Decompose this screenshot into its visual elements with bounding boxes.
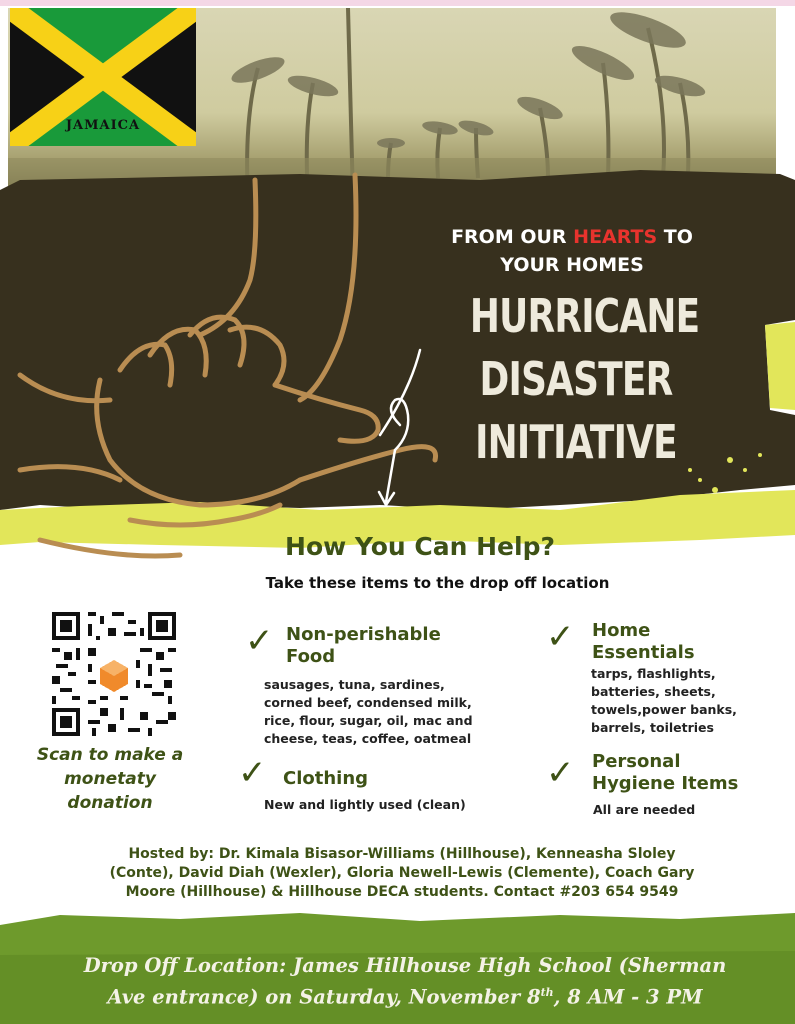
category-hygiene-title: [592, 751, 738, 795]
check-icon: ✓: [245, 621, 274, 661]
tagline: [412, 223, 732, 279]
title-line1: HURRICANE: [469, 289, 700, 343]
category-food-title-line2: Food: [286, 646, 336, 667]
category-home-title-line2: Essentials: [592, 642, 695, 663]
qr-caption-line1: Scan to make a: [36, 745, 184, 765]
dropoff-line1: Drop Off Location: James Hillhouse High School (Sherman: [83, 954, 727, 977]
category-clothing-title: Clothing: [283, 768, 369, 789]
qr-code-icon[interactable]: [52, 612, 176, 736]
check-icon: ✓: [546, 617, 575, 657]
tagline-highlight: HEARTS: [573, 226, 658, 248]
category-hygiene-desc: All are needed: [593, 802, 696, 817]
how-help-subheading: Take these items to the drop off location: [265, 574, 610, 592]
home-desc-line: barrels, toiletries: [591, 720, 714, 735]
check-icon: ✓: [546, 753, 575, 793]
title-line2: DISASTER: [479, 352, 673, 406]
category-food-title-line1: Non-perishable: [286, 624, 441, 645]
title-line3: INITIATIVE: [475, 415, 677, 469]
food-desc-line: rice, flour, sugar, oil, mac and: [264, 713, 473, 728]
category-hygiene-title-line1: Personal: [592, 751, 681, 772]
category-hygiene-title-line2: Hygiene Items: [592, 773, 739, 794]
category-home-title: [592, 620, 695, 664]
dropoff-location: [40, 952, 770, 1011]
dropoff-line2-text: Ave entrance) on Saturday, November 8: [107, 985, 541, 1009]
how-help-heading: How You Can Help?: [285, 532, 555, 561]
home-desc-line: tarps, flashlights,: [591, 666, 716, 681]
hosted-line: (Conte), David Diah (Wexler), Gloria Newell-Lewis (Clemente), Coach Gary: [109, 865, 695, 881]
page-title: [469, 285, 700, 474]
qr-caption: [20, 743, 200, 815]
category-food-desc: [264, 676, 473, 748]
dropoff-time: , 8 AM - 3 PM: [553, 985, 703, 1009]
food-desc-line: sausages, tuna, sardines,: [264, 677, 445, 692]
check-icon: ✓: [238, 753, 267, 793]
dropoff-sup: th: [540, 986, 554, 999]
category-clothing-desc: New and lightly used (clean): [264, 797, 466, 812]
hosted-line: Moore (Hillhouse) & Hillhouse DECA students. Contact #203 654 9549: [125, 884, 679, 900]
tagline-line2: YOUR HOMES: [500, 254, 644, 276]
hosted-line: Hosted by: Dr. Kimala Bisasor-Williams (Hillhouse), Kenneasha Sloley: [128, 846, 676, 862]
category-home-title-line1: Home: [592, 620, 651, 641]
food-desc-line: cheese, teas, coffee, oatmeal: [264, 731, 472, 746]
top-border: [0, 0, 795, 6]
holding-hands-icon: [0, 160, 470, 590]
category-food-title: [286, 624, 441, 668]
home-desc-line: towels,power banks,: [591, 702, 737, 717]
category-home-desc: [591, 665, 737, 737]
food-desc-line: corned beef, condensed milk,: [264, 695, 472, 710]
flag-label: JAMAICA: [65, 118, 141, 133]
tagline-part2: TO: [657, 226, 693, 248]
home-desc-line: batteries, sheets,: [591, 684, 716, 699]
hosted-by: [52, 845, 752, 902]
dropoff-line2: [40, 979, 770, 1011]
qr-caption-line2: monetaty donation: [64, 769, 156, 813]
tagline-part1: FROM OUR: [451, 226, 574, 248]
